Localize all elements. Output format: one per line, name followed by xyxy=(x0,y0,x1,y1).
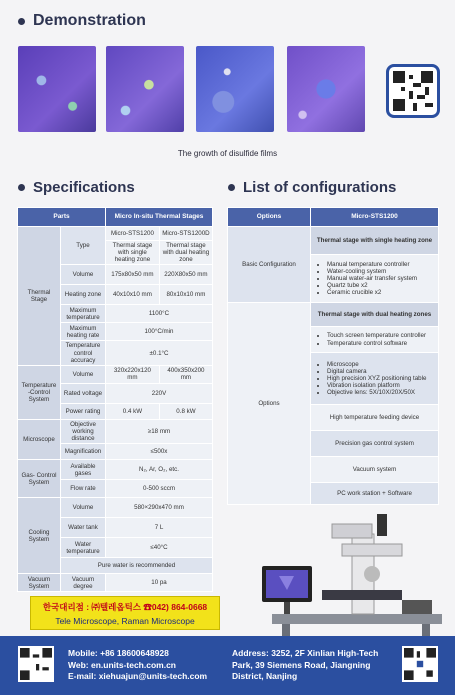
model-b-desc: Thermal stage with dual heating zone xyxy=(159,241,212,265)
basic-items-list xyxy=(313,261,436,297)
demo-image-4 xyxy=(287,46,365,132)
footer-address xyxy=(232,648,378,683)
list-item: • Water-cooling system xyxy=(327,268,436,275)
distributor-line-1: 한국대리점 : ㈜텔레옵틱스 ☎042) 864-0668 xyxy=(42,602,208,612)
footer-address-1: Address: 3252, 2F Xinlian High-Tech xyxy=(232,648,379,658)
tc-volume-b: 400x350x200 mm xyxy=(159,365,212,383)
flow-rate-value: 0-500 sccm xyxy=(106,480,213,498)
feeding-device: High temperature feeding device xyxy=(311,405,439,431)
bullet-icon xyxy=(228,184,235,191)
list-item: • Objective lens: 5X/10X/20X/50X xyxy=(327,389,436,396)
list-item: • High precision XYZ positioning table xyxy=(327,375,436,382)
volume-b: 220X80x50 mm xyxy=(159,265,212,285)
water-tank-value: 7 L xyxy=(106,518,213,538)
vacuum-item: Vacuum system xyxy=(311,457,439,483)
accuracy-label: Temperature control accuracy xyxy=(61,341,106,365)
water-temp-value: ≤40°C xyxy=(106,538,213,558)
footer-address-2: Park, 39 Siemens Road, Jiangning xyxy=(232,659,371,670)
configurations-table xyxy=(227,207,439,505)
distributor-line-2: Tele Microscope, Raman Microscope xyxy=(55,616,195,626)
cooling-system-label: Cooling System xyxy=(18,498,61,574)
footer-email: E-mail: xiehuajun@units-tech.com xyxy=(68,671,208,681)
header-model: Micro-STS1200 xyxy=(311,208,439,227)
rated-voltage-value: 220V xyxy=(106,383,213,403)
touch-items-list xyxy=(313,332,436,346)
model-b: Micro-STS1200D xyxy=(159,227,212,241)
specifications-table xyxy=(17,207,213,592)
max-rate-label: Maximum heating rate xyxy=(61,323,106,341)
footer-mobile: Mobile: +86 18600648928 xyxy=(68,648,169,658)
qr-pattern-icon xyxy=(20,648,52,680)
basic-items-cell xyxy=(311,255,439,303)
water-tank-label: Water tank xyxy=(61,518,106,538)
header-options: Options xyxy=(228,208,311,227)
gas-system-label: Gas- Control System xyxy=(18,460,61,498)
single-zone-title: Thermal stage with single heating zone xyxy=(311,227,439,255)
gas-control-item: Precision gas control system xyxy=(311,431,439,457)
working-distance-label: Objective working distance xyxy=(61,419,106,443)
demo-image-3 xyxy=(196,46,274,132)
bullet-icon xyxy=(18,18,25,25)
tc-system-label: Temperature -Control System xyxy=(18,365,61,419)
water-temp-label: Water temperature xyxy=(61,538,106,558)
specifications-title: Specifications xyxy=(33,179,135,196)
rated-voltage-label: Rated voltage xyxy=(61,383,106,403)
tc-volume-a: 320x220x120 mm xyxy=(106,365,160,383)
model-a: Micro-STS1200 xyxy=(106,227,160,241)
basic-config-label: Basic Configuration xyxy=(228,227,311,303)
specifications-heading xyxy=(18,179,135,196)
vacuum-degree-value: 10 pa xyxy=(106,574,213,592)
footer xyxy=(0,636,455,695)
qr-pattern-icon xyxy=(393,71,433,111)
max-temp-value: 1100°C xyxy=(106,305,213,323)
power-b: 0.8 kW xyxy=(159,403,212,419)
microscope-items-cell xyxy=(311,353,439,405)
footer-qr-left xyxy=(16,644,56,684)
flow-rate-label: Flow rate xyxy=(61,480,106,498)
heating-zone-b: 80x10x10 mm xyxy=(159,285,212,305)
vacuum-degree-label: Vacuum degree xyxy=(61,574,106,592)
configurations-heading xyxy=(228,179,396,196)
working-distance-value: ≥18 mm xyxy=(106,419,213,443)
power-a: 0.4 kW xyxy=(106,403,160,419)
dual-zone-title: Thermal stage with dual heating zones xyxy=(311,303,439,327)
touch-items-cell xyxy=(311,327,439,353)
demonstration-title: Demonstration xyxy=(33,12,146,29)
microscope-illustration xyxy=(252,514,452,636)
demo-image-2 xyxy=(106,46,184,132)
footer-web: Web: en.units-tech.com.cn xyxy=(68,659,176,670)
footer-address-3: District, Nanjing xyxy=(232,671,298,681)
microscope-items-list xyxy=(313,361,436,397)
list-item: • Temperature control software xyxy=(327,340,436,347)
cooling-volume-label: Volume xyxy=(61,498,106,518)
pc-item: PC work station + Software xyxy=(311,483,439,505)
list-item: • Manual temperature controller xyxy=(327,261,436,268)
list-item: • Microscope xyxy=(327,361,436,368)
available-gases-value: N₂, Ar, O₂, etc. xyxy=(106,460,213,480)
heating-zone-a: 40x10x10 mm xyxy=(106,285,160,305)
list-item: • Digital camera xyxy=(327,368,436,375)
header-parts: Parts xyxy=(18,208,106,227)
thermal-stage-label: Thermal Stage xyxy=(18,227,61,366)
pure-water-note: Pure water is recommended xyxy=(61,558,213,574)
list-item: • Ceramic crucible x2 xyxy=(327,289,436,296)
power-label: Power rating xyxy=(61,403,106,419)
heating-zone-label: Heating zone xyxy=(61,285,106,305)
bullet-icon xyxy=(18,184,25,191)
type-label: Type xyxy=(61,227,106,265)
demo-image-1 xyxy=(18,46,96,132)
demonstration-heading xyxy=(18,12,146,30)
vacuum-system-label: Vacuum System xyxy=(18,574,61,592)
footer-qr-right xyxy=(400,644,440,684)
demonstration-caption: The growth of disulfide films xyxy=(177,149,278,158)
magnification-value: ≤500x xyxy=(106,444,213,460)
list-item: • Manual water-air transfer system xyxy=(327,275,436,282)
configurations-title: List of configurations xyxy=(243,179,397,196)
accuracy-value: ±0.1°C xyxy=(106,341,213,365)
tc-volume-label: Volume xyxy=(61,365,106,383)
distributor-box xyxy=(30,596,220,630)
max-temp-label: Maximum temperature xyxy=(61,305,106,323)
header-stage: Micro In-situ Thermal Stages xyxy=(106,208,213,227)
max-rate-value: 100°C/min xyxy=(106,323,213,341)
qr-code xyxy=(386,64,440,118)
volume-a: 175x80x50 mm xyxy=(106,265,160,285)
list-item: • Quartz tube x2 xyxy=(327,282,436,289)
footer-contact xyxy=(68,648,207,683)
microscope-label: Microscope xyxy=(18,419,61,459)
volume-label: Volume xyxy=(61,265,106,285)
magnification-label: Magnification xyxy=(61,444,106,460)
list-item: • Vibration isolation platform xyxy=(327,382,436,389)
model-a-desc: Thermal stage with single heating zone xyxy=(106,241,160,265)
list-item: • Touch screen temperature controller xyxy=(327,332,436,339)
cooling-volume-value: 580×290x470 mm xyxy=(106,498,213,518)
qr-pattern-icon xyxy=(404,648,436,680)
available-gases-label: Available gases xyxy=(61,460,106,480)
options-label: Options xyxy=(228,303,311,505)
